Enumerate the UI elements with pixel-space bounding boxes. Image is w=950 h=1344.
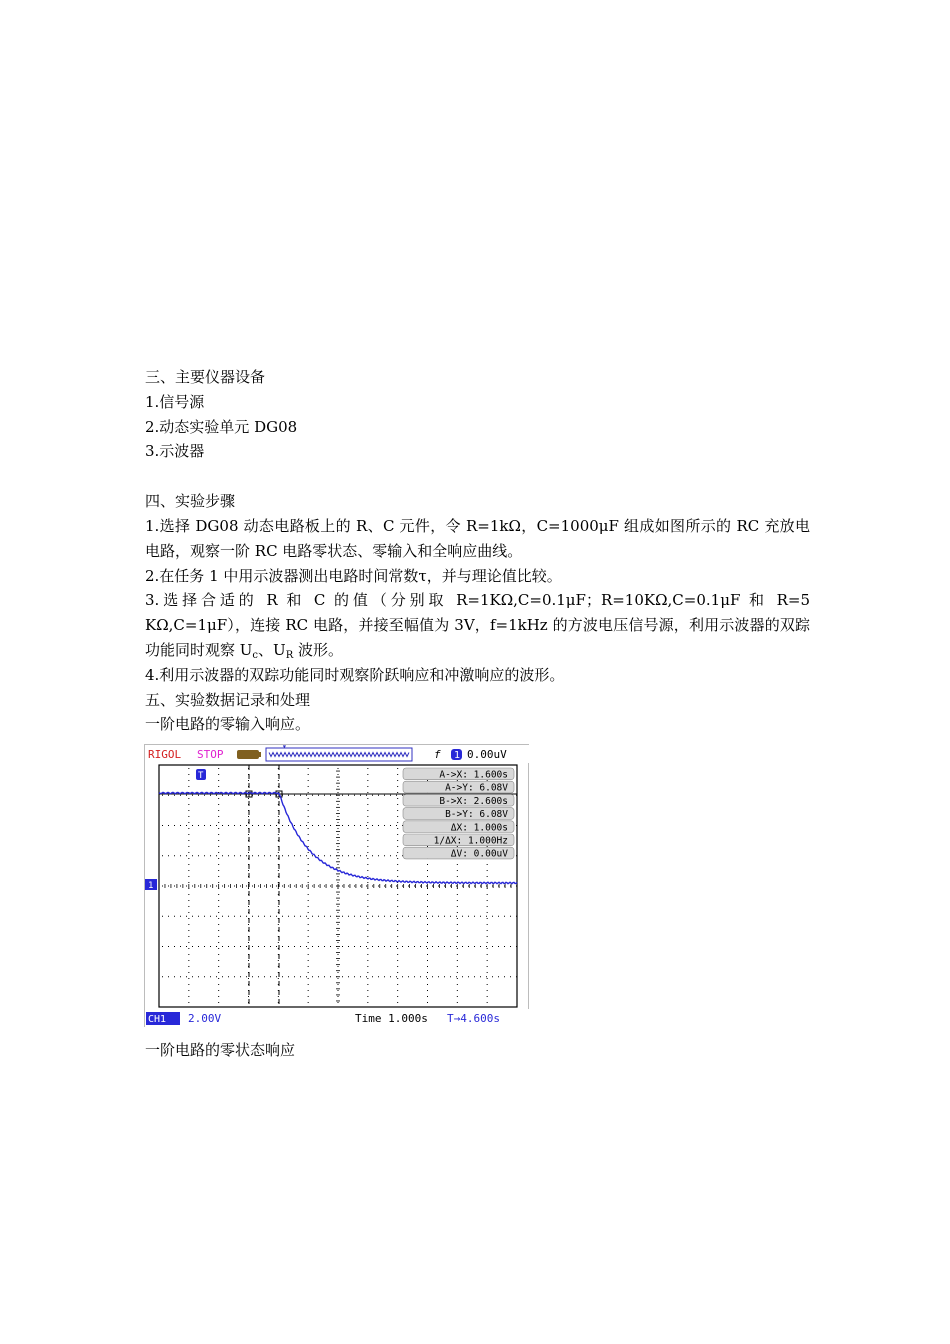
time-div-label: Time 1.000s	[355, 1012, 428, 1025]
cursor-readout-text: B->Y: 6.08V	[445, 809, 508, 821]
channel1-marker-label: 1	[148, 881, 154, 891]
cursor-readout-text: B->X: 2.600s	[439, 795, 508, 807]
document-body	[145, 365, 810, 737]
step-2: 2.在任务 1 中用示波器测出电路时间常数τ，并与理论值比较。	[145, 566, 562, 585]
trigger-offset-label: T→4.600s	[447, 1012, 500, 1025]
oscilloscope-display	[145, 745, 530, 1028]
trigger-marker-label: T	[198, 771, 204, 781]
step-3-end: 波形。	[293, 640, 343, 659]
step-4: 4.利用示波器的双踪功能同时观察阶跃响应和冲激响应的波形。	[145, 665, 565, 684]
section5-heading: 五、实验数据记录和处理	[145, 690, 311, 709]
step-3-sep: 、U	[258, 640, 286, 659]
channel1-label: CH1	[148, 1014, 167, 1025]
step-3	[145, 588, 810, 662]
cursor-readout-panel	[403, 768, 514, 860]
brand-label: RIGOL	[148, 748, 182, 761]
cursor-readout-text: A->Y: 6.08V	[445, 782, 508, 794]
trigger-level-label: 0.00uV	[467, 748, 507, 761]
volts-div-label: 2.00V	[188, 1012, 222, 1025]
oscilloscope-screenshot	[144, 744, 529, 1027]
figure-caption-zero-input: 一阶电路的零输入响应。	[145, 715, 311, 734]
subscript-r: R	[285, 649, 294, 661]
run-state-label: STOP	[197, 748, 224, 761]
trigger-channel-label: 1	[454, 750, 461, 761]
memory-trigger-marker: ▾	[282, 745, 287, 751]
trigger-slope-icon: f	[434, 748, 441, 761]
section4-heading: 四、实验步骤	[145, 492, 236, 511]
subscript-c: c	[252, 649, 259, 661]
equipment-item: 3.示波器	[145, 442, 205, 461]
battery-icon	[237, 750, 259, 759]
cursor-readout-text: A->X: 1.600s	[439, 769, 508, 781]
step-3-text: 3.选择合适的 R 和 C 的值（分别取 R=1KΩ,C=0.1μF；R=10KΩ,C=0.1μF 和 R=5 KΩ,C=1μF），连接 RC 电路，并接至幅值为 3V，f=1kHz 的方波电压信号源，利用示波器的双踪功能同时观察 U	[145, 591, 810, 659]
cursor-readout-text: ΔX: 1.000s	[450, 822, 508, 834]
equipment-item: 1.信号源	[145, 392, 205, 411]
section3-heading: 三、主要仪器设备	[145, 368, 266, 386]
equipment-item: 2.动态实验单元 DG08	[145, 417, 298, 436]
cursor-readout-text: ΔV: 0.00uV	[450, 848, 508, 860]
cursor-readout-text: 1/ΔX: 1.000Hz	[433, 835, 508, 847]
step-1: 1.选择 DG08 动态电路板上的 R、C 元件，令 R=1kΩ，C=1000μF 组成如图所示的 RC 充放电电路，观察一阶 RC 电路零状态、零输入和全响应曲线。	[145, 516, 810, 560]
figure-caption-zero-state: 一阶电路的零状态响应	[145, 1041, 296, 1059]
